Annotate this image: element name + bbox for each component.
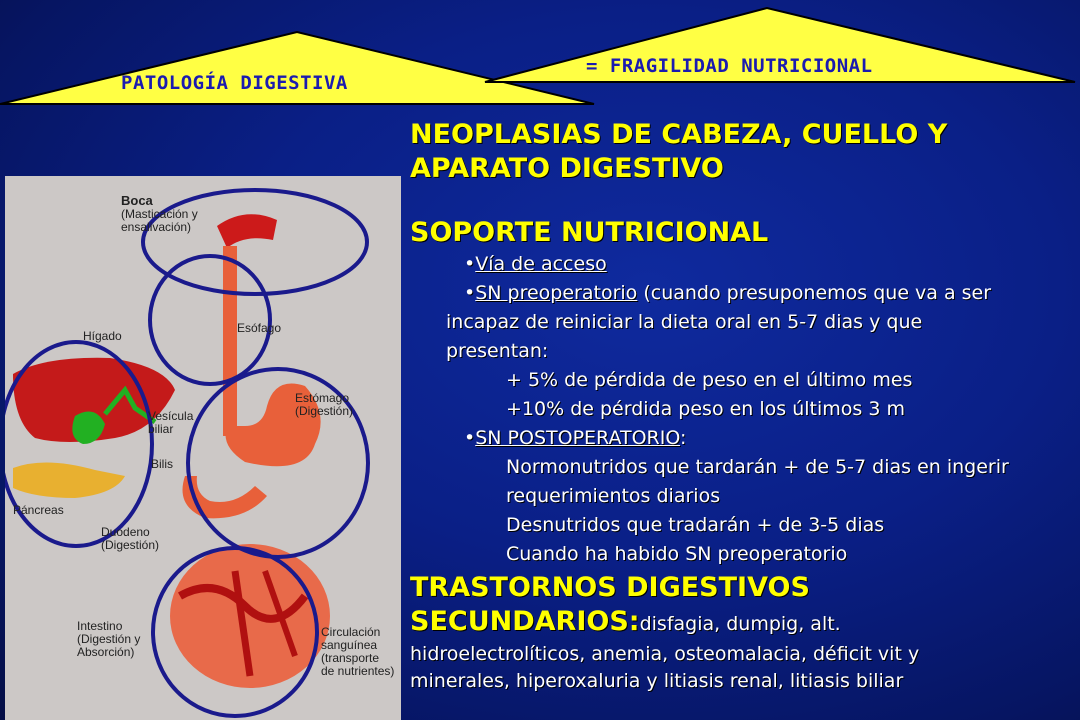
support-heading: SOPORTE NUTRICIONAL bbox=[410, 217, 769, 248]
label-duodeno: Duodeno (Digestión) bbox=[101, 525, 160, 552]
circle-esophagus bbox=[150, 256, 270, 384]
sub-bullet-desnutridos: Desnutridos que tradarán + de 3-5 dias bbox=[506, 514, 885, 536]
sub-bullet-normonutridos-cont: requerimientos diarios bbox=[506, 485, 721, 507]
digestive-system-illustration bbox=[5, 176, 401, 720]
tab-fragilidad-nutricional[interactable]: = FRAGILIDAD NUTRICIONAL bbox=[586, 55, 873, 77]
sub-bullet-sn-previa: Cuando ha habido SN preoperatorio bbox=[506, 543, 848, 565]
label-circulacion: Circulación sanguínea (transporte de nutrientes) bbox=[321, 625, 395, 678]
disorders-line3: minerales, hiperoxaluria y litiasis renal, litiasis biliar bbox=[410, 670, 904, 692]
label-boca: Boca (Masticación y ensalivación) bbox=[121, 193, 198, 234]
label-pancreas: Páncreas bbox=[13, 503, 64, 517]
sub-bullet-normonutridos: Normonutridos que tardarán + de 5-7 dias en ingerir bbox=[506, 456, 1009, 478]
disorders-heading: TRASTORNOS DIGESTIVOS SECUNDARIOS:disfagia, dumpig, alt. bbox=[410, 572, 841, 637]
label-esofago: Esófago bbox=[237, 321, 282, 335]
slide-content bbox=[410, 118, 1078, 695]
bullet-sn-preoperatorio-cont2: presentan: bbox=[446, 340, 549, 362]
sub-bullet-peso-3m: +10% de pérdida peso en los últimos 3 m bbox=[506, 398, 905, 420]
label-intestino: Intestino (Digestión y Absorción) bbox=[77, 619, 141, 659]
slide-title: NEOPLASIAS DE CABEZA, CUELLO Y APARATO DIGESTIVO bbox=[410, 119, 948, 184]
label-higado: Hígado bbox=[83, 329, 122, 343]
bullet-sn-preoperatorio-cont1: incapaz de reiniciar la dieta oral en 5-7 dias y que bbox=[446, 311, 923, 333]
label-bilis: Bilis bbox=[151, 457, 174, 471]
sub-bullet-peso-mes: + 5% de pérdida de peso en el último mes bbox=[506, 369, 913, 391]
bullet-sn-preoperatorio: •SN preoperatorio (cuando presuponemos que va a ser bbox=[464, 282, 992, 304]
tab-patologia-digestiva[interactable]: PATOLOGÍA DIGESTIVA bbox=[121, 72, 348, 94]
bullet-via-acceso: •Vía de acceso bbox=[464, 253, 607, 275]
label-estomago: Estómago (Digestión) bbox=[295, 391, 354, 418]
label-vesicula: Vesícula biliar bbox=[148, 409, 194, 436]
bullet-sn-postoperatorio: •SN POSTOPERATORIO: bbox=[464, 427, 687, 449]
disorders-line2: hidroelectrolíticos, anemia, osteomalacia, déficit vit y bbox=[410, 643, 920, 665]
